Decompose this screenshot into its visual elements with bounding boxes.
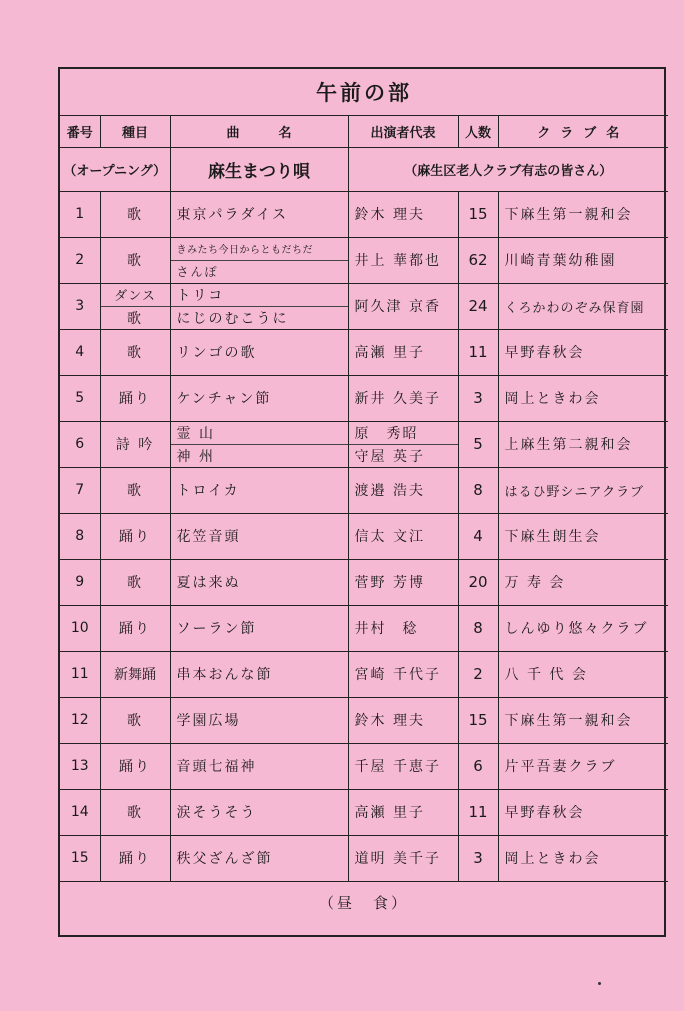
row-count: 24 — [458, 283, 498, 329]
row-club: 下麻生第一親和会 — [498, 191, 668, 237]
row-number: 10 — [60, 605, 100, 651]
row-representative: 高瀬 里子 — [348, 329, 458, 375]
row-representative: 原 秀昭 — [349, 422, 458, 445]
title-row — [60, 69, 668, 115]
row-club: 八 千 代 会 — [498, 651, 668, 697]
row-club: はるひ野シニアクラブ — [498, 467, 668, 513]
row-club: 片平吾妻クラブ — [498, 743, 668, 789]
row-song: 秩父ざんざ節 — [170, 835, 348, 881]
row-count: 62 — [458, 237, 498, 283]
row-category: 歌 — [100, 237, 170, 283]
opening-performer: （麻生区老人クラブ有志の皆さん） — [348, 147, 668, 191]
row-number: 9 — [60, 559, 100, 605]
row-club: くろかわのぞみ保育園 — [498, 283, 668, 329]
row-club: 川崎青葉幼稚園 — [498, 237, 668, 283]
table-row — [60, 743, 668, 789]
row-number: 13 — [60, 743, 100, 789]
row-number: 1 — [60, 191, 100, 237]
row-category: ダンス — [101, 284, 170, 307]
row-number: 5 — [60, 375, 100, 421]
row-count: 11 — [458, 789, 498, 835]
program-table — [60, 69, 668, 924]
header-song: 曲 名 — [170, 115, 348, 147]
row-representative: 鈴木 理夫 — [348, 191, 458, 237]
row-song: きみたち今日からともだちだ — [171, 238, 348, 261]
row-song: 夏は来ぬ — [170, 559, 348, 605]
table-row — [60, 697, 668, 743]
table-row — [60, 605, 668, 651]
header-club: クラブ名 — [498, 115, 668, 147]
table-row — [60, 283, 668, 329]
row-song: 霊 山 — [171, 422, 348, 445]
row-count: 4 — [458, 513, 498, 559]
row-number: 14 — [60, 789, 100, 835]
table-row — [60, 651, 668, 697]
row-number: 3 — [60, 283, 100, 329]
row-number: 8 — [60, 513, 100, 559]
row-club: 万 寿 会 — [498, 559, 668, 605]
table-row — [60, 421, 668, 467]
row-song-secondary: にじのむこうに — [176, 310, 289, 327]
row-category: 踊り — [100, 605, 170, 651]
row-song: 花笠音頭 — [170, 513, 348, 559]
row-song-cell — [170, 421, 348, 467]
row-number: 15 — [60, 835, 100, 881]
row-song: ソーラン節 — [170, 605, 348, 651]
row-number: 11 — [60, 651, 100, 697]
row-number: 6 — [60, 421, 100, 467]
row-count: 5 — [458, 421, 498, 467]
row-song-secondary: 神 州 — [176, 448, 215, 465]
row-song-cell — [170, 283, 348, 329]
row-song: トリコ — [171, 284, 348, 307]
row-club: しんゆり悠々クラブ — [498, 605, 668, 651]
page-title: 午前の部 — [60, 69, 668, 115]
row-category: 歌 — [100, 559, 170, 605]
row-song-cell — [170, 237, 348, 283]
row-representative: 鈴木 理夫 — [348, 697, 458, 743]
row-representative: 渡邉 浩夫 — [348, 467, 458, 513]
table-row — [60, 559, 668, 605]
row-club: 早野春秋会 — [498, 329, 668, 375]
row-club: 下麻生第一親和会 — [498, 697, 668, 743]
row-song: 涙そうそう — [170, 789, 348, 835]
header-representative: 出演者代表 — [348, 115, 458, 147]
table-row — [60, 835, 668, 881]
table-row — [60, 375, 668, 421]
row-count: 2 — [458, 651, 498, 697]
row-category: 歌 — [100, 789, 170, 835]
lunch-row — [60, 881, 668, 924]
row-representative: 菅野 芳博 — [348, 559, 458, 605]
table-row — [60, 191, 668, 237]
row-category: 新舞踊 — [100, 651, 170, 697]
row-category: 歌 — [100, 697, 170, 743]
header-category: 種目 — [100, 115, 170, 147]
row-count: 3 — [458, 375, 498, 421]
row-representative: 信太 文江 — [348, 513, 458, 559]
row-song-secondary: さんぽ — [176, 265, 219, 279]
row-representative: 道明 美千子 — [348, 835, 458, 881]
table-row — [60, 237, 668, 283]
row-category-cell — [100, 283, 170, 329]
row-representative-cell — [348, 421, 458, 467]
row-count: 6 — [458, 743, 498, 789]
row-category: 歌 — [100, 329, 170, 375]
row-song: ケンチャン節 — [170, 375, 348, 421]
opening-song: 麻生まつり唄 — [170, 147, 348, 191]
table-row — [60, 329, 668, 375]
opening-label: （オープニング） — [60, 147, 170, 191]
row-song: 串本おんな節 — [170, 651, 348, 697]
header-number: 番号 — [60, 115, 100, 147]
row-representative: 井村 稔 — [348, 605, 458, 651]
row-club: 早野春秋会 — [498, 789, 668, 835]
header-count: 人数 — [458, 115, 498, 147]
table-row — [60, 513, 668, 559]
paper-speck — [598, 982, 601, 985]
row-category: 歌 — [100, 191, 170, 237]
opening-row — [60, 147, 668, 191]
row-count: 15 — [458, 191, 498, 237]
program-sheet — [58, 67, 666, 937]
row-representative: 千屋 千恵子 — [348, 743, 458, 789]
row-representative: 阿久津 京香 — [348, 283, 458, 329]
row-count: 3 — [458, 835, 498, 881]
row-representative: 宮崎 千代子 — [348, 651, 458, 697]
row-song: トロイカ — [170, 467, 348, 513]
row-number: 2 — [60, 237, 100, 283]
row-song: 東京パラダイス — [170, 191, 348, 237]
header-row — [60, 115, 668, 147]
table-row — [60, 789, 668, 835]
row-club: 下麻生朗生会 — [498, 513, 668, 559]
row-number: 4 — [60, 329, 100, 375]
row-song: 学園広場 — [170, 697, 348, 743]
row-representative: 新井 久美子 — [348, 375, 458, 421]
row-category: 踊り — [100, 513, 170, 559]
row-club: 上麻生第二親和会 — [498, 421, 668, 467]
row-category: 詩 吟 — [100, 421, 170, 467]
row-song: 音頭七福神 — [170, 743, 348, 789]
row-category-secondary: 歌 — [127, 310, 143, 327]
row-number: 7 — [60, 467, 100, 513]
row-representative: 井上 華都也 — [348, 237, 458, 283]
table-row — [60, 467, 668, 513]
row-count: 8 — [458, 605, 498, 651]
row-count: 8 — [458, 467, 498, 513]
row-club: 岡上ときわ会 — [498, 375, 668, 421]
row-category: 踊り — [100, 743, 170, 789]
row-number: 12 — [60, 697, 100, 743]
row-representative-secondary: 守屋 英子 — [354, 448, 425, 465]
row-club: 岡上ときわ会 — [498, 835, 668, 881]
row-category: 踊り — [100, 375, 170, 421]
row-category: 歌 — [100, 467, 170, 513]
lunch-break: （昼 食） — [60, 881, 668, 924]
row-song: リンゴの歌 — [170, 329, 348, 375]
row-representative: 高瀬 里子 — [348, 789, 458, 835]
row-count: 11 — [458, 329, 498, 375]
row-category: 踊り — [100, 835, 170, 881]
row-count: 15 — [458, 697, 498, 743]
row-count: 20 — [458, 559, 498, 605]
